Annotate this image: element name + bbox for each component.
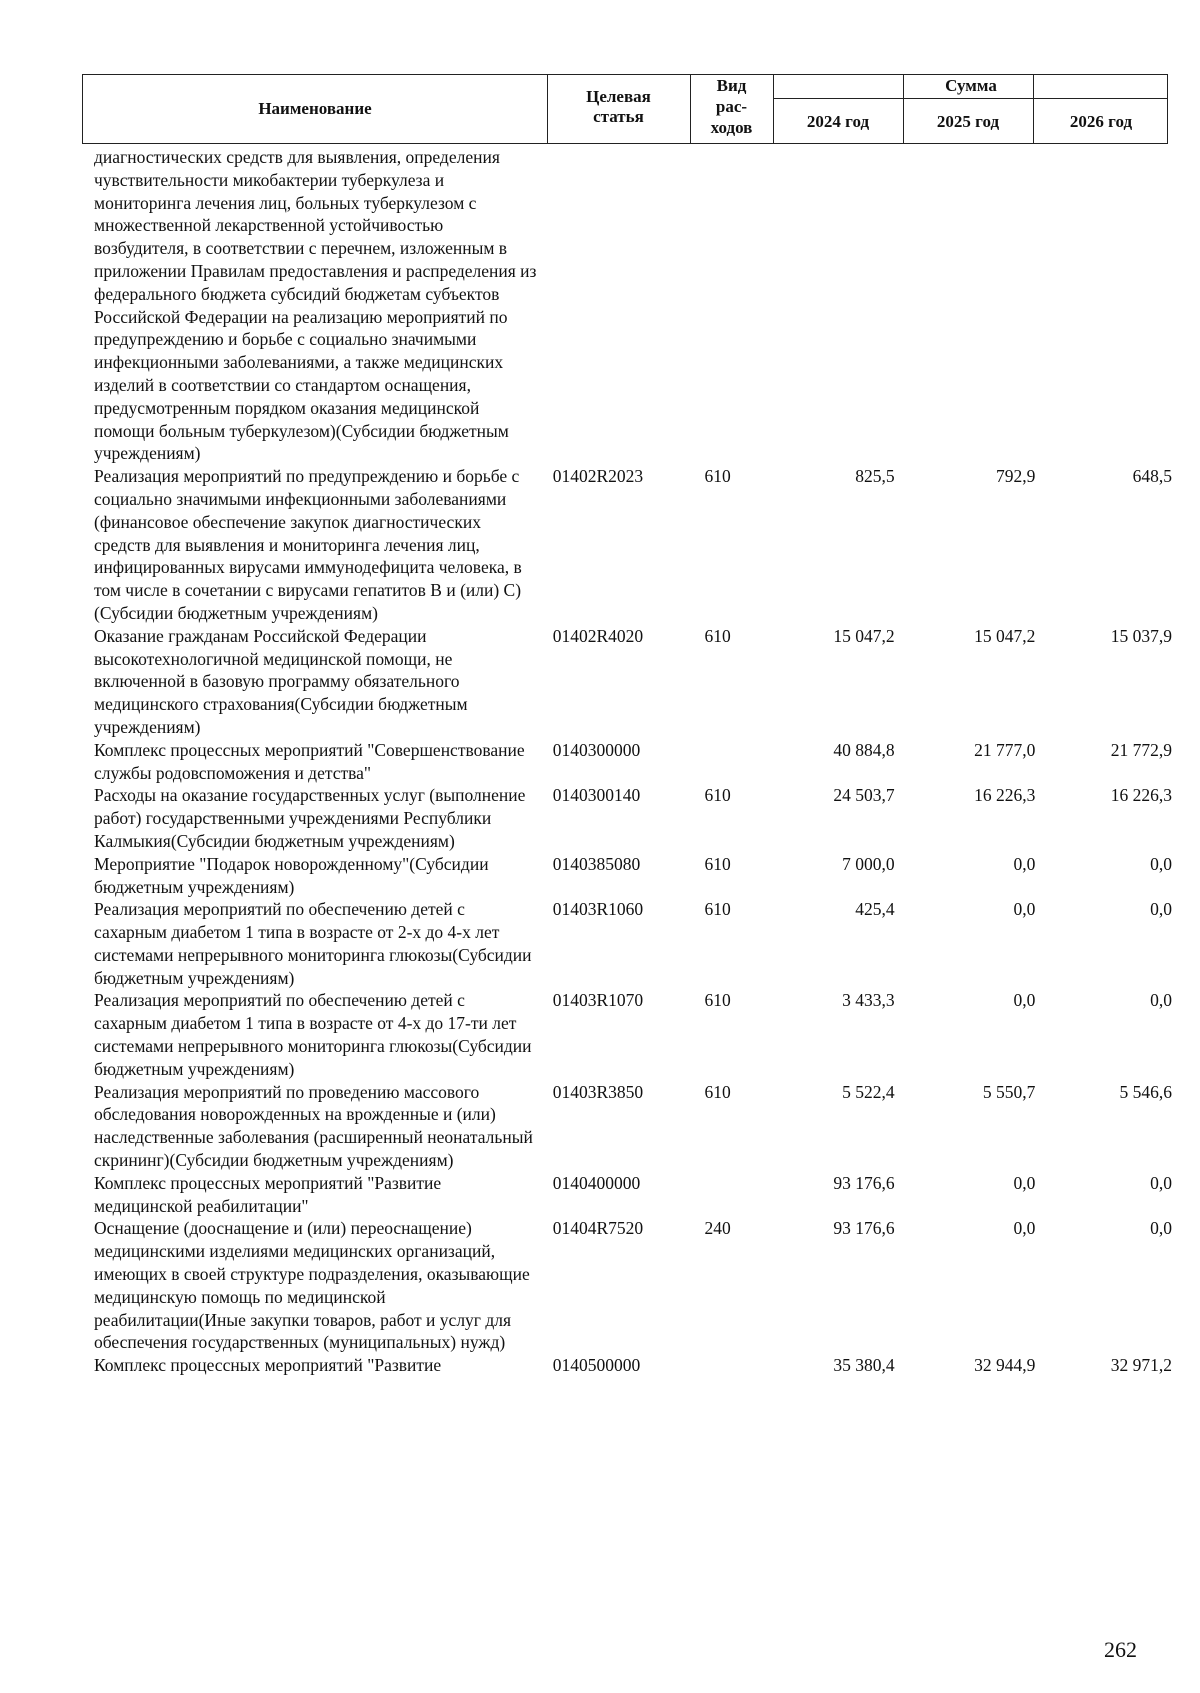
header-expense-type: Вид рас- ходов [710, 76, 753, 137]
row-2026: 648,5 [1132, 466, 1173, 487]
row-code: 01403R1070 [552, 990, 644, 1011]
row-2025 [905, 146, 1039, 465]
row-2024: 825,5 [855, 466, 895, 487]
row-2024: 24 503,7 [833, 785, 895, 806]
table-body [82, 146, 1172, 1377]
row-name: Оснащение (дооснащение и (или) переоснащение) медицинскими изделиями медицинских организаций, имеющих в своей структуре подразделения, оказывающие медицинскую помощь по медицинской реабилитации(Иные закупки товаров, работ и услуг для обеспечения государственных (муниципальных) нужд) [94, 1218, 530, 1353]
row-2025: 0,0 [1013, 1218, 1036, 1239]
row-type: 610 [704, 625, 731, 646]
header-name: Наименование [258, 99, 372, 118]
row-2025: 0,0 [1013, 1172, 1036, 1193]
row-2026: 15 037,9 [1110, 625, 1173, 646]
row-2024: 7 000,0 [842, 853, 895, 874]
table-row [82, 784, 1172, 852]
page-number: 262 [1104, 1637, 1137, 1662]
table-row [82, 625, 1172, 739]
row-2026: 0,0 [1150, 1218, 1173, 1239]
row-name: диагностических средств для выявления, определения чувствительности микобактерии туберкулеза и мониторинга лечения лиц, больных туберкулезом с множественной лекарственной устойчивостью возбудителя, в соответствии с перечнем, изложенным в приложении Правилам предоставления и распределения из федерального бюджета субсидий бюджетам субъектов Российской Федерации на реализацию мероприятий по предупреждению и борьбе с социально значимыми инфекционными заболеваниями, а также медицинских изделий в соответствии со стандартом оснащения, предусмотренным порядком оказания медицинской помощи больным туберкулезом)(Субсидии бюджетным учреждениям) [94, 147, 537, 464]
row-code: 0140385080 [552, 853, 641, 874]
row-2026: 16 226,3 [1110, 785, 1173, 806]
row-2024: 3 433,3 [842, 990, 895, 1011]
row-2024: 15 047,2 [833, 625, 895, 646]
row-type [681, 739, 760, 785]
row-2025: 0,0 [1013, 899, 1036, 920]
row-2025: 15 047,2 [974, 625, 1036, 646]
header-sum: Сумма [945, 76, 997, 95]
row-name: Оказание гражданам Российской Федерации высокотехнологичной медицинской помощи, не включенной в базовую программу обязательного медицинского страхования(Субсидии бюджетным учреждениям) [94, 625, 468, 737]
row-type: 240 [704, 1218, 731, 1239]
row-name: Мероприятие "Подарок новорожденному"(Субсидии бюджетным учреждениям) [94, 853, 489, 897]
row-code: 0140500000 [552, 1355, 641, 1376]
row-2026: 21 772,9 [1110, 739, 1173, 760]
row-type: 610 [704, 785, 731, 806]
row-2024: 40 884,8 [833, 739, 895, 760]
row-type: 610 [704, 990, 731, 1011]
row-2026: 0,0 [1150, 1172, 1173, 1193]
row-2026: 5 546,6 [1119, 1081, 1173, 1102]
row-2025: 5 550,7 [982, 1081, 1036, 1102]
table-row [82, 898, 1172, 989]
row-2025: 0,0 [1013, 990, 1036, 1011]
row-2025: 16 226,3 [974, 785, 1036, 806]
row-2026: 0,0 [1150, 853, 1173, 874]
row-2024: 35 380,4 [833, 1355, 895, 1376]
row-name: Комплекс процессных мероприятий "Развитие [94, 1355, 442, 1376]
row-code: 01402R2023 [552, 466, 644, 487]
row-2026: 0,0 [1150, 990, 1173, 1011]
table-row [82, 465, 1172, 625]
row-code [538, 146, 682, 465]
row-type [681, 1172, 760, 1218]
row-2024: 93 176,6 [833, 1218, 895, 1239]
row-name: Реализация мероприятий по обеспечению детей с сахарным диабетом 1 типа в возрасте от 2-х до 4-х лет системами непрерывного мониторинга глюкозы(Субсидии бюджетным учреждениям) [94, 899, 532, 988]
row-name: Реализация мероприятий по обеспечению детей с сахарным диабетом 1 типа в возрасте от 4-х до 17-ти лет системами непрерывного мониторинга глюкозы(Субсидии бюджетным учреждениям) [94, 990, 532, 1079]
row-type: 610 [704, 1081, 731, 1102]
row-code: 0140400000 [552, 1172, 641, 1193]
row-2024 [761, 146, 905, 465]
table-row [82, 853, 1172, 899]
row-type: 610 [704, 853, 731, 874]
row-code: 0140300140 [552, 785, 641, 806]
row-type [681, 1354, 760, 1377]
row-2026: 32 971,2 [1110, 1355, 1173, 1376]
row-2024: 5 522,4 [842, 1081, 895, 1102]
row-code: 0140300000 [552, 739, 641, 760]
row-name: Расходы на оказание государственных услуг (выполнение работ) государственными учреждениями Республики Калмыкия(Субсидии бюджетным учреждениям) [94, 785, 526, 851]
header-2024: 2024 год [806, 112, 870, 131]
row-name: Комплекс процессных мероприятий "Развитие медицинской реабилитации" [94, 1172, 442, 1216]
row-2026: 0,0 [1150, 899, 1173, 920]
header-2025: 2025 год [936, 112, 1000, 131]
row-type [681, 146, 760, 465]
table-header [82, 74, 1168, 144]
row-2025: 32 944,9 [974, 1355, 1036, 1376]
table-row [82, 1081, 1172, 1172]
row-code: 01402R4020 [552, 625, 644, 646]
row-name: Комплекс процессных мероприятий "Совершенствование службы родовспоможения и детства" [94, 739, 525, 783]
table-row [82, 1354, 1172, 1377]
row-2026 [1038, 146, 1172, 465]
row-2024: 425,4 [855, 899, 895, 920]
row-2024: 93 176,6 [833, 1172, 895, 1193]
row-code: 01404R7520 [552, 1218, 644, 1239]
row-code: 01403R3850 [552, 1081, 644, 1102]
table-row [82, 146, 1172, 465]
row-2025: 0,0 [1013, 853, 1036, 874]
table-row [82, 989, 1172, 1080]
row-name: Реализация мероприятий по проведению массового обследования новорожденных на врожденные и (или) наследственные заболевания (расширенный неонатальный скрининг)(Субсидии бюджетным учреждениям) [94, 1081, 533, 1171]
row-type: 610 [704, 899, 731, 920]
row-2025: 21 777,0 [974, 739, 1036, 760]
table-row [82, 1217, 1172, 1354]
row-type: 610 [704, 466, 731, 487]
row-name: Реализация мероприятий по предупреждению и борьбе с социально значимыми инфекционными заболеваниями (финансовое обеспечение закупок диагностических средств для выявления и мониторинга лечения лиц, инфицированных вирусами иммунодефицита человека, в том числе в сочетании с вирусами гепатитов В и (или) С)(Субсидии бюджетным учреждениям) [94, 466, 522, 623]
header-2026: 2026 год [1069, 112, 1133, 131]
header-target: Целевая статья [586, 87, 651, 126]
row-code: 01403R1060 [552, 899, 644, 920]
table-row [82, 1172, 1172, 1218]
table-row [82, 739, 1172, 785]
row-2025: 792,9 [995, 466, 1036, 487]
